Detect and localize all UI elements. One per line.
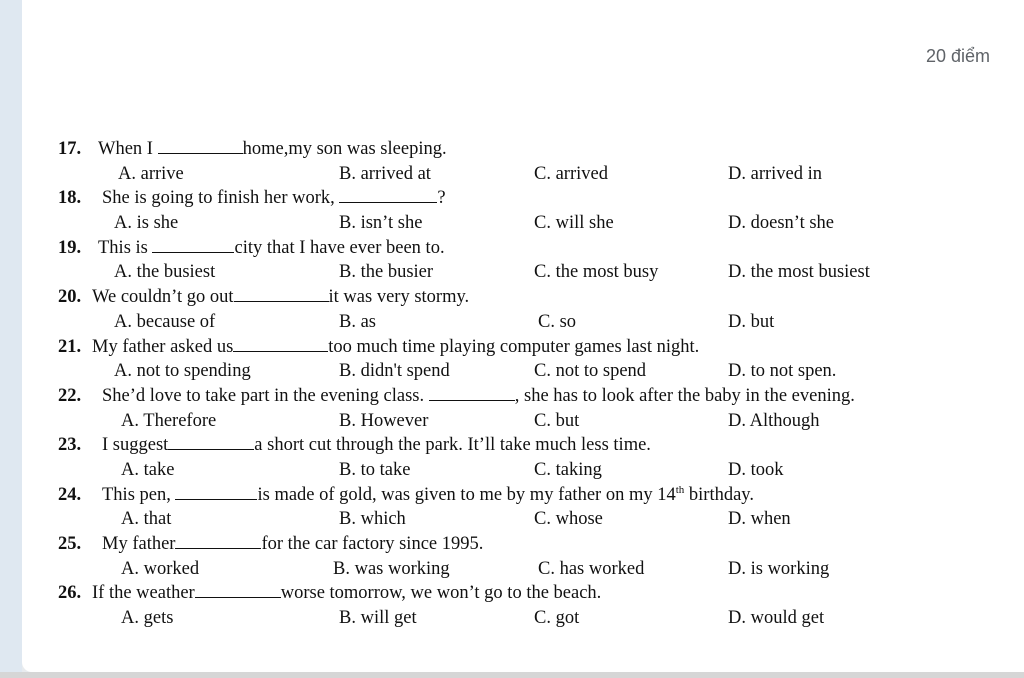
- option-a: A. gets: [121, 608, 174, 629]
- option-b: B. was working: [333, 558, 450, 579]
- question-text-start: My father: [102, 534, 176, 554]
- left-margin-strip: [0, 0, 22, 678]
- option-b: B. didn't spend: [339, 361, 450, 382]
- answer-blank: [175, 484, 257, 500]
- option-a: A. that: [121, 509, 172, 530]
- question-text-end: ?: [437, 188, 446, 209]
- option-d: D. doesn’t she: [728, 213, 835, 234]
- option-d: D. Although: [728, 410, 820, 431]
- answer-blank: [175, 533, 261, 549]
- question-text-end: it was very stormy.: [328, 287, 470, 308]
- option-a: A. not to spending: [114, 361, 251, 382]
- question-25: [58, 532, 998, 557]
- points-label: 20 điểm: [925, 46, 990, 66]
- option-c: C. so: [538, 311, 577, 332]
- option-d: D. when: [728, 509, 791, 530]
- question-number: 19.: [58, 237, 82, 258]
- option-b: B. arrived at: [339, 163, 431, 184]
- options-20: [58, 310, 998, 335]
- option-a: A. is she: [114, 213, 179, 234]
- question-text-end: a short cut through the park. It’ll take much less time.: [254, 435, 651, 456]
- question-18: [58, 186, 998, 211]
- option-d: D. the most busiest: [728, 262, 870, 283]
- question-text-start: When I: [98, 139, 158, 159]
- question-text-end: home,my son was sleeping.: [242, 139, 447, 159]
- option-a: A. worked: [121, 558, 200, 579]
- option-a: A. because of: [114, 311, 216, 332]
- option-d: D. took: [728, 459, 784, 480]
- option-d: D. is working: [728, 558, 830, 579]
- question-text-end: is made of gold, was given to me by my father on my 14: [257, 484, 676, 505]
- question-number: 18.: [58, 188, 82, 209]
- question-number: 23.: [58, 435, 82, 456]
- question-text-start: She’d love to take part in the evening class.: [102, 385, 429, 406]
- question-23: [58, 433, 998, 458]
- question-17: [58, 137, 998, 162]
- option-d: D. to not spen.: [728, 361, 837, 382]
- question-text-start: I suggest: [102, 435, 169, 456]
- option-b: B. which: [339, 509, 406, 530]
- question-20: [58, 285, 998, 310]
- option-c: C. taking: [534, 459, 602, 480]
- question-text-end: city that I have ever been to.: [234, 237, 445, 258]
- option-c: C. has worked: [538, 558, 645, 579]
- question-text-end: too much time playing computer games last night.: [328, 336, 700, 357]
- question-number: 20.: [58, 287, 82, 308]
- options-17: [58, 162, 998, 187]
- question-number: 24.: [58, 484, 82, 505]
- question-text-start: She is going to finish her work,: [102, 188, 340, 209]
- option-a: A. arrive: [118, 163, 184, 184]
- bottom-edge: [0, 672, 1024, 678]
- question-text-end: worse tomorrow, we won’t go to the beach.: [280, 583, 602, 604]
- question-text-end: for the car factory since 1995.: [261, 534, 484, 554]
- option-c: C. not to spend: [534, 361, 647, 382]
- answer-blank: [195, 582, 281, 598]
- option-c: C. arrived: [534, 163, 608, 184]
- options-22: [58, 409, 998, 434]
- option-a: A. take: [121, 459, 175, 480]
- answer-blank: [233, 336, 328, 352]
- question-text-start: This is: [98, 237, 153, 258]
- options-18: [58, 211, 998, 236]
- options-21: [58, 359, 998, 384]
- question-text-start: We couldn’t go out: [92, 287, 234, 308]
- option-b: B. will get: [339, 608, 417, 629]
- answer-blank: [158, 138, 243, 154]
- question-text-start: If the weather: [92, 583, 195, 604]
- question-number: 17.: [58, 139, 82, 159]
- question-text-end: , she has to look after the baby in the evening.: [514, 385, 855, 406]
- question-number: 22.: [58, 385, 82, 406]
- question-22: [58, 384, 998, 409]
- answer-blank: [429, 385, 515, 401]
- option-c: C. will she: [534, 213, 614, 234]
- option-b: B. to take: [339, 459, 411, 480]
- option-d: D. would get: [728, 608, 825, 629]
- option-a: A. the busiest: [114, 262, 216, 283]
- question-list: [58, 137, 998, 631]
- option-b: B. However: [339, 410, 429, 431]
- answer-blank: [234, 286, 329, 302]
- answer-blank: [168, 434, 254, 450]
- answer-blank: [339, 187, 437, 203]
- question-number: 25.: [58, 534, 82, 554]
- option-d: D. arrived in: [728, 163, 823, 184]
- option-b: B. as: [339, 311, 376, 332]
- options-26: [58, 606, 998, 631]
- options-23: [58, 458, 998, 483]
- option-c: C. got: [534, 608, 580, 629]
- option-a: A. Therefore: [121, 410, 217, 431]
- options-25: [58, 557, 998, 582]
- question-text-start: This pen,: [102, 484, 176, 505]
- options-24: [58, 507, 998, 532]
- question-number: 26.: [58, 583, 82, 604]
- answer-blank: [152, 237, 234, 253]
- question-24: [58, 483, 998, 508]
- option-c: C. the most busy: [534, 262, 659, 283]
- question-text-tail: birthday.: [684, 484, 754, 505]
- option-c: C. but: [534, 410, 580, 431]
- question-text-start: My father asked us: [92, 336, 234, 357]
- option-b: B. isn’t she: [339, 213, 423, 234]
- options-19: [58, 260, 998, 285]
- option-d: D. but: [728, 311, 775, 332]
- question-number: 21.: [58, 336, 82, 357]
- question-26: [58, 581, 998, 606]
- question-21: [58, 335, 998, 360]
- question-19: [58, 236, 998, 261]
- option-b: B. the busier: [339, 262, 434, 283]
- option-c: C. whose: [534, 509, 603, 530]
- ordinal-suffix: th: [675, 483, 685, 496]
